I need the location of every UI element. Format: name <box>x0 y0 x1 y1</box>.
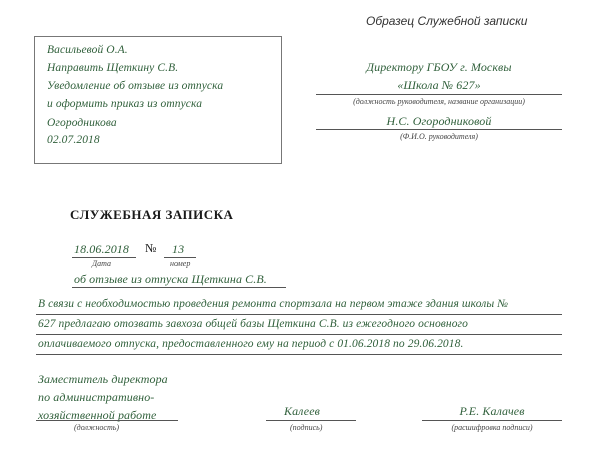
signature-underline <box>266 420 356 421</box>
body-line: В связи с необходимостью проведения ремонта спортзала на первом этаже здания школы № <box>38 298 509 310</box>
addressee-name-underline <box>316 129 562 130</box>
addressee-position-line1: Директору ГБОУ г. Москвы <box>366 60 512 74</box>
signature-caption: (подпись) <box>290 423 323 432</box>
resolution-line: Направить Щеткину С.В. <box>47 62 179 74</box>
document-title: СЛУЖЕБНАЯ ЗАПИСКА <box>70 207 234 222</box>
signer-name-underline <box>422 420 562 421</box>
signer-name-caption: (расшифровка подписи) <box>451 423 533 432</box>
resolution-box <box>34 36 282 164</box>
signer-position-line: хозяйственной работе <box>38 408 157 422</box>
resolution-line: Уведомление об отзыве из отпуска <box>47 80 224 92</box>
body-line: оплачиваемого отпуска, предоставленного ему на период с 01.06.2018 по 29.06.2018. <box>38 338 464 350</box>
sample-header: Образец Служебной записки <box>366 14 528 28</box>
addressee-position-caption: (должность руководителя, название организации) <box>353 97 525 106</box>
signer-position-line: Заместитель директора <box>38 372 168 386</box>
resolution-line: Огородникова <box>47 117 117 129</box>
resolution-date: 02.07.2018 <box>47 134 100 146</box>
addressee-position-line2: «Школа № 627» <box>397 78 481 92</box>
date-underline <box>72 257 136 258</box>
signer-position-line: по административно- <box>38 390 155 404</box>
resolution-line: Васильевой О.А. <box>47 44 128 56</box>
signer-position-underline <box>36 420 178 421</box>
resolution-line: и оформить приказ из отпуска <box>47 98 203 110</box>
body-underline <box>36 314 562 315</box>
addressee-name: Н.С. Огородниковой <box>386 114 492 128</box>
signature-mark: Калеев <box>284 404 320 418</box>
subject-underline <box>72 287 286 288</box>
body-underline <box>36 334 562 335</box>
number-sign: № <box>145 241 157 255</box>
document-date: 18.06.2018 <box>74 242 129 256</box>
number-underline <box>164 257 196 258</box>
document-number: 13 <box>172 242 185 256</box>
signer-position-caption: (должность) <box>74 423 120 432</box>
number-caption: номер <box>170 259 191 268</box>
document-subject: об отзыве из отпуска Щеткина С.В. <box>74 272 267 286</box>
date-caption: Дата <box>92 259 111 268</box>
addressee-name-caption: (Ф.И.О. руководителя) <box>400 132 478 141</box>
addressee-position-underline <box>316 94 562 95</box>
signer-name: Р.Е. Калачев <box>459 404 525 418</box>
body-line: 627 предлагаю отозвать завхоза общей базы Щеткина С.В. из ежегодного основного <box>38 318 468 330</box>
body-underline <box>36 354 562 355</box>
